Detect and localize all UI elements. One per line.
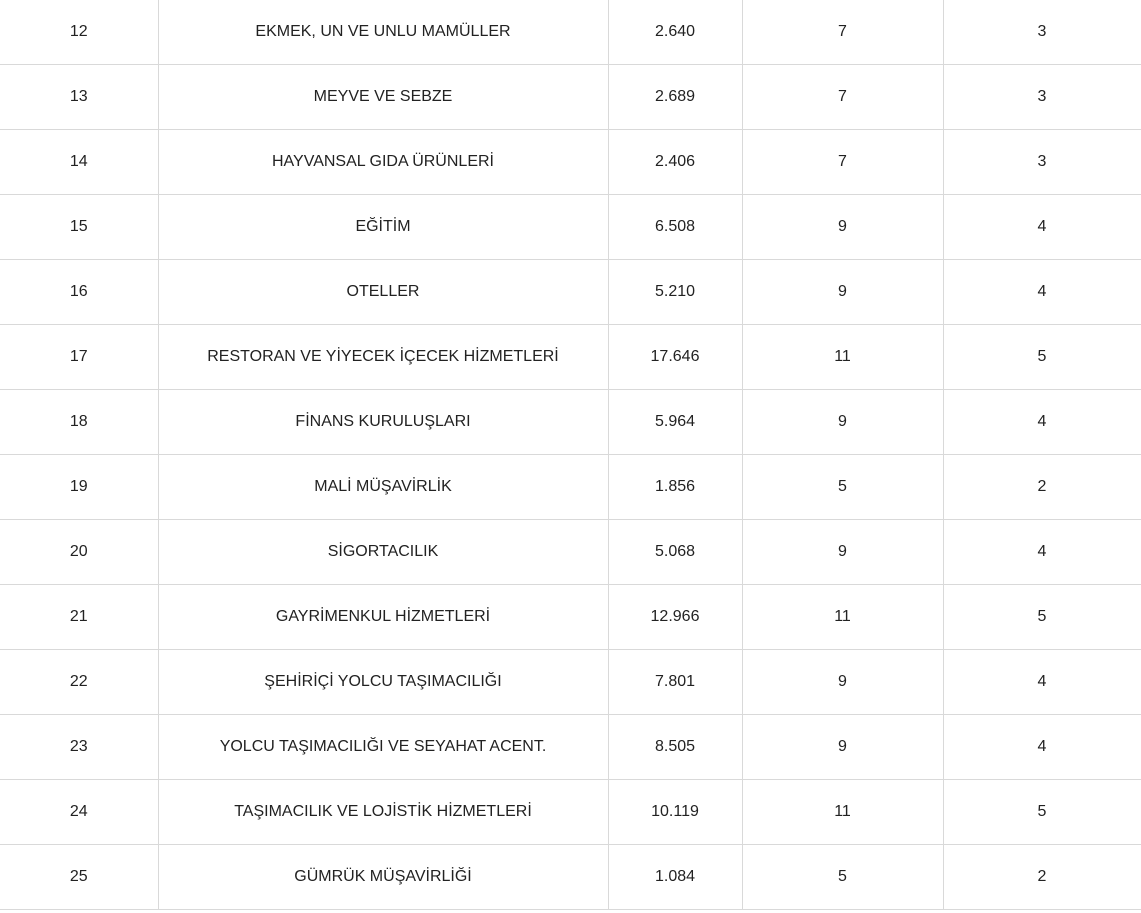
- sector-name: TAŞIMACILIK VE LOJİSTİK HİZMETLERİ: [158, 780, 608, 845]
- table-row: [0, 0, 1141, 65]
- sector-value: 7.801: [608, 650, 742, 715]
- column-4-value: 5: [742, 845, 943, 910]
- column-5-value: 3: [943, 0, 1141, 65]
- sector-value: 8.505: [608, 715, 742, 780]
- column-4-value: 11: [742, 780, 943, 845]
- column-4-value: 11: [742, 585, 943, 650]
- column-4-value: 7: [742, 130, 943, 195]
- row-number: 18: [0, 390, 158, 455]
- row-number: 22: [0, 650, 158, 715]
- sector-name: GÜMRÜK MÜŞAVİRLİĞİ: [158, 845, 608, 910]
- column-5-value: 4: [943, 520, 1141, 585]
- column-5-value: 2: [943, 845, 1141, 910]
- sector-name: HAYVANSAL GIDA ÜRÜNLERİ: [158, 130, 608, 195]
- sector-value: 2.689: [608, 65, 742, 130]
- row-number: 21: [0, 585, 158, 650]
- sector-value: 5.210: [608, 260, 742, 325]
- column-5-value: 3: [943, 130, 1141, 195]
- table-row: [0, 455, 1141, 520]
- column-5-value: 5: [943, 325, 1141, 390]
- column-5-value: 4: [943, 260, 1141, 325]
- sector-value: 1.084: [608, 845, 742, 910]
- sector-name: RESTORAN VE YİYECEK İÇECEK HİZMETLERİ: [158, 325, 608, 390]
- sector-value: 1.856: [608, 455, 742, 520]
- table-row: [0, 845, 1141, 910]
- sector-name: MEYVE VE SEBZE: [158, 65, 608, 130]
- table-row: [0, 780, 1141, 845]
- sector-name: EĞİTİM: [158, 195, 608, 260]
- column-4-value: 7: [742, 0, 943, 65]
- sector-name: MALİ MÜŞAVİRLİK: [158, 455, 608, 520]
- table-row: [0, 325, 1141, 390]
- sector-name: EKMEK, UN VE UNLU MAMÜLLER: [158, 0, 608, 65]
- row-number: 24: [0, 780, 158, 845]
- row-number: 23: [0, 715, 158, 780]
- table-row: [0, 195, 1141, 260]
- row-number: 16: [0, 260, 158, 325]
- table-row: [0, 65, 1141, 130]
- column-4-value: 9: [742, 520, 943, 585]
- table-row: [0, 390, 1141, 455]
- row-number: 17: [0, 325, 158, 390]
- sector-value: 6.508: [608, 195, 742, 260]
- table-row: [0, 650, 1141, 715]
- column-5-value: 4: [943, 195, 1141, 260]
- row-number: 19: [0, 455, 158, 520]
- column-4-value: 9: [742, 260, 943, 325]
- column-5-value: 4: [943, 715, 1141, 780]
- column-4-value: 9: [742, 715, 943, 780]
- table-row: [0, 715, 1141, 780]
- row-number: 20: [0, 520, 158, 585]
- sector-name: ŞEHİRİÇİ YOLCU TAŞIMACILIĞI: [158, 650, 608, 715]
- sector-value: 5.964: [608, 390, 742, 455]
- sector-name: SİGORTACILIK: [158, 520, 608, 585]
- sector-name: YOLCU TAŞIMACILIĞI VE SEYAHAT ACENT.: [158, 715, 608, 780]
- column-4-value: 9: [742, 650, 943, 715]
- sector-name: FİNANS KURULUŞLARI: [158, 390, 608, 455]
- sector-value: 2.406: [608, 130, 742, 195]
- column-4-value: 9: [742, 195, 943, 260]
- column-5-value: 2: [943, 455, 1141, 520]
- sector-name: GAYRİMENKUL HİZMETLERİ: [158, 585, 608, 650]
- sector-value: 5.068: [608, 520, 742, 585]
- table-row: [0, 130, 1141, 195]
- column-4-value: 9: [742, 390, 943, 455]
- sector-value: 12.966: [608, 585, 742, 650]
- column-5-value: 5: [943, 585, 1141, 650]
- table-row: [0, 520, 1141, 585]
- sector-value: 2.640: [608, 0, 742, 65]
- column-5-value: 5: [943, 780, 1141, 845]
- column-4-value: 5: [742, 455, 943, 520]
- row-number: 25: [0, 845, 158, 910]
- row-number: 12: [0, 0, 158, 65]
- row-number: 14: [0, 130, 158, 195]
- column-4-value: 11: [742, 325, 943, 390]
- table-row: [0, 585, 1141, 650]
- row-number: 15: [0, 195, 158, 260]
- table-row: [0, 260, 1141, 325]
- column-5-value: 4: [943, 390, 1141, 455]
- sector-name: OTELLER: [158, 260, 608, 325]
- column-5-value: 3: [943, 65, 1141, 130]
- sector-value: 17.646: [608, 325, 742, 390]
- row-number: 13: [0, 65, 158, 130]
- column-4-value: 7: [742, 65, 943, 130]
- sector-value: 10.119: [608, 780, 742, 845]
- column-5-value: 4: [943, 650, 1141, 715]
